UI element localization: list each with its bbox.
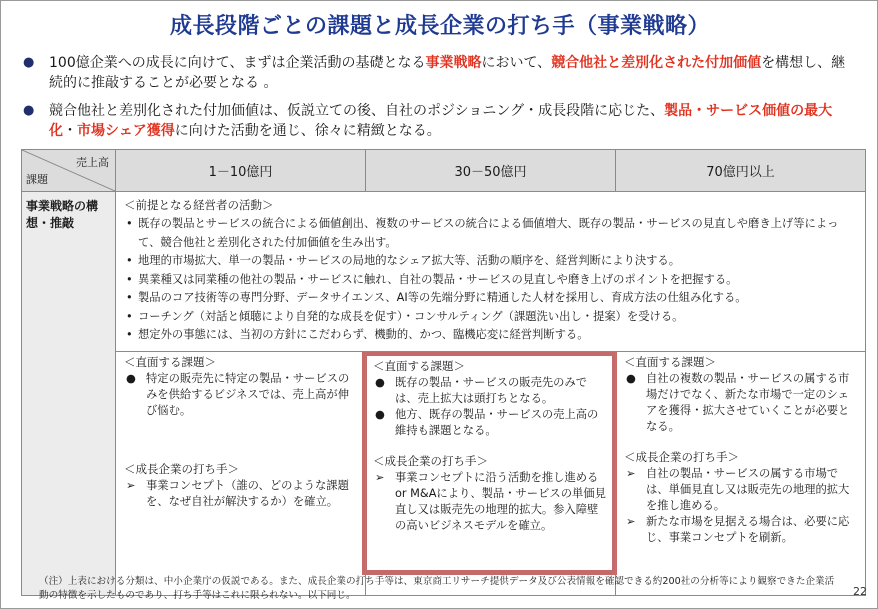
premise-item: • 異業種又は同業種の他社の製品・サービスに触れ、自社の製品・サービスの見直しや磨き上げのポイントを把握する。 (124, 271, 857, 290)
intro-emphasis: 市場シェア獲得 (77, 123, 175, 139)
bullet-icon: ● (126, 371, 136, 385)
issue-heading: ＜直面する課題＞ (373, 358, 465, 373)
arrow-icon: ➢ (626, 514, 636, 528)
column-header: 1－10億円 (116, 150, 366, 192)
action-text: 新たな市場を見据える場合は、必要に応じ、事業コンセプトを刷新。 (646, 514, 850, 544)
issue-item (373, 407, 606, 439)
column-header: 70億円以上 (616, 150, 866, 192)
action-item (124, 478, 359, 510)
issue-text: 特定の販売先に特定の製品・サービスのみを供給するビジネスでは、売上高が伸び悩む。 (146, 371, 350, 417)
action-text: 自社の製品・サービスの属する市場では、単価見直し又は販売先の地理的拡大を推し進める。 (646, 466, 850, 512)
premise-item: • 製品のコア技術等の専門分野、データサイエンス、AI等の先端分野に精通した人材を採用し、育成方法の仕組み化する。 (124, 289, 857, 308)
intro-text (49, 101, 851, 141)
page-title: 成長段階ごとの課題と成長企業の打ち手（事業戦略） (169, 14, 710, 39)
issue-item (124, 371, 359, 419)
stage-row (22, 351, 866, 595)
strategy-table (21, 149, 866, 596)
page-number: 22 (853, 585, 867, 598)
intro-bullet-2 (21, 101, 851, 141)
arrow-icon: ➢ (126, 478, 136, 492)
action-heading: ＜成長企業の打ち手＞ (124, 461, 239, 476)
corner-label-revenue: 売上高 (76, 156, 109, 169)
action-item (624, 514, 859, 546)
premise-item: • 既存の製品とサービスの統合による価値創出、複数のサービスの統合による価値増大、既存の製品・サービスの見直しや磨き上げ等によって、競合他社と差別化された付加価値を生み出す。 (124, 215, 857, 252)
bullet-icon: ● (23, 103, 35, 118)
intro-text (49, 53, 851, 93)
column-header: 30－50億円 (366, 150, 616, 192)
stage-cell-small (116, 351, 366, 595)
corner-label-issue: 課題 (26, 173, 48, 186)
premise-item: • 地理的市場拡大、単一の製品・サービスの局地的なシェア拡大等、活動の順序を、経営判断により決する。 (124, 252, 857, 271)
bullet-icon: ● (375, 407, 385, 421)
intro-part: 競合他社と差別化された付加価値は、仮説立ての後、自社のポジショニング・成長段階に応じた、 (49, 103, 665, 119)
intro-emphasis: 製品・サービス価値の最大化 (49, 103, 833, 139)
highlight-box (362, 351, 617, 575)
premise-list (124, 215, 857, 345)
table-header-row (22, 150, 866, 192)
issue-text: 既存の製品・サービスの販売先のみでは、売上拡大は頭打ちとなる。 (395, 375, 588, 405)
arrow-icon: ➢ (626, 466, 636, 480)
action-text: 事業コンセプトに沿う活動を推し進めるor M&Aにより、製品・サービスの単価見直し又は販売先の地理的拡大。参入障壁の高いビジネスモデルを確立。 (395, 470, 606, 532)
premise-heading: ＜前提となる経営者の活動＞ (124, 198, 274, 212)
intro-part: を構想し、継続的に推敲することが必要となる 。 (49, 55, 846, 91)
intro-part: 100億企業への成長に向けて、まずは企業活動の基礎となる (49, 55, 426, 71)
premise-item: • コーチング（対話と傾聴により自発的な成長を促す）・コンサルティング（課題洗い出し・提案）を受ける。 (124, 308, 857, 327)
issue-item (373, 375, 606, 407)
bullet-icon: ● (626, 371, 636, 385)
issue-text: 他方、既存の製品・サービスの売上高の維持も課題となる。 (395, 407, 599, 437)
intro-part: に向けた活動を通じ、徐々に精緻となる。 (174, 123, 441, 139)
issue-heading: ＜直面する課題＞ (624, 354, 716, 369)
stage-cell-middle (366, 351, 616, 595)
issue-text: 自社の複数の製品・サービスの属する市場だけでなく、新たな市場で一定のシェアを獲得・拡大させていくことが必要となる。 (646, 371, 850, 433)
corner-header (22, 150, 116, 192)
intro-part: において、 (481, 55, 552, 71)
premise-item: • 想定外の事態には、当初の方針にこだわらず、機動的、かつ、臨機応変に経営判断する。 (124, 326, 857, 345)
footnote: （注）上表における分類は、中小企業庁の仮説である。また、成長企業の打ち手等は、東京商工リサーチ提供データ及び公表情報を確認できる約200社の分析等により観察できた企業活動の特徴を示したものであり、打ち手等はこれに限られない。以下同じ。 (39, 576, 835, 601)
intro-emphasis: 事業戦略 (425, 55, 482, 71)
bullet-icon: ● (23, 55, 35, 70)
arrow-icon: ➢ (375, 470, 385, 484)
action-heading: ＜成長企業の打ち手＞ (373, 453, 488, 468)
issue-heading: ＜直面する課題＞ (124, 354, 216, 369)
stage-cell-large (616, 351, 866, 595)
issue-item (624, 371, 859, 435)
intro-part: ・ (63, 123, 77, 139)
intro-bullets (21, 53, 851, 149)
intro-bullet-1 (21, 53, 851, 93)
action-item (624, 466, 859, 514)
bullet-icon: ● (375, 375, 385, 389)
premise-cell (116, 192, 866, 352)
intro-emphasis: 競合他社と差別化された付加価値 (551, 55, 762, 71)
premise-row (22, 192, 866, 352)
action-text: 事業コンセプト（誰の、どのような課題を、なぜ自社が解決するか）を確立。 (146, 478, 349, 508)
action-item (373, 470, 606, 534)
row-label: 事業戦略の構想・推敲 (22, 192, 116, 596)
action-heading: ＜成長企業の打ち手＞ (624, 449, 739, 464)
